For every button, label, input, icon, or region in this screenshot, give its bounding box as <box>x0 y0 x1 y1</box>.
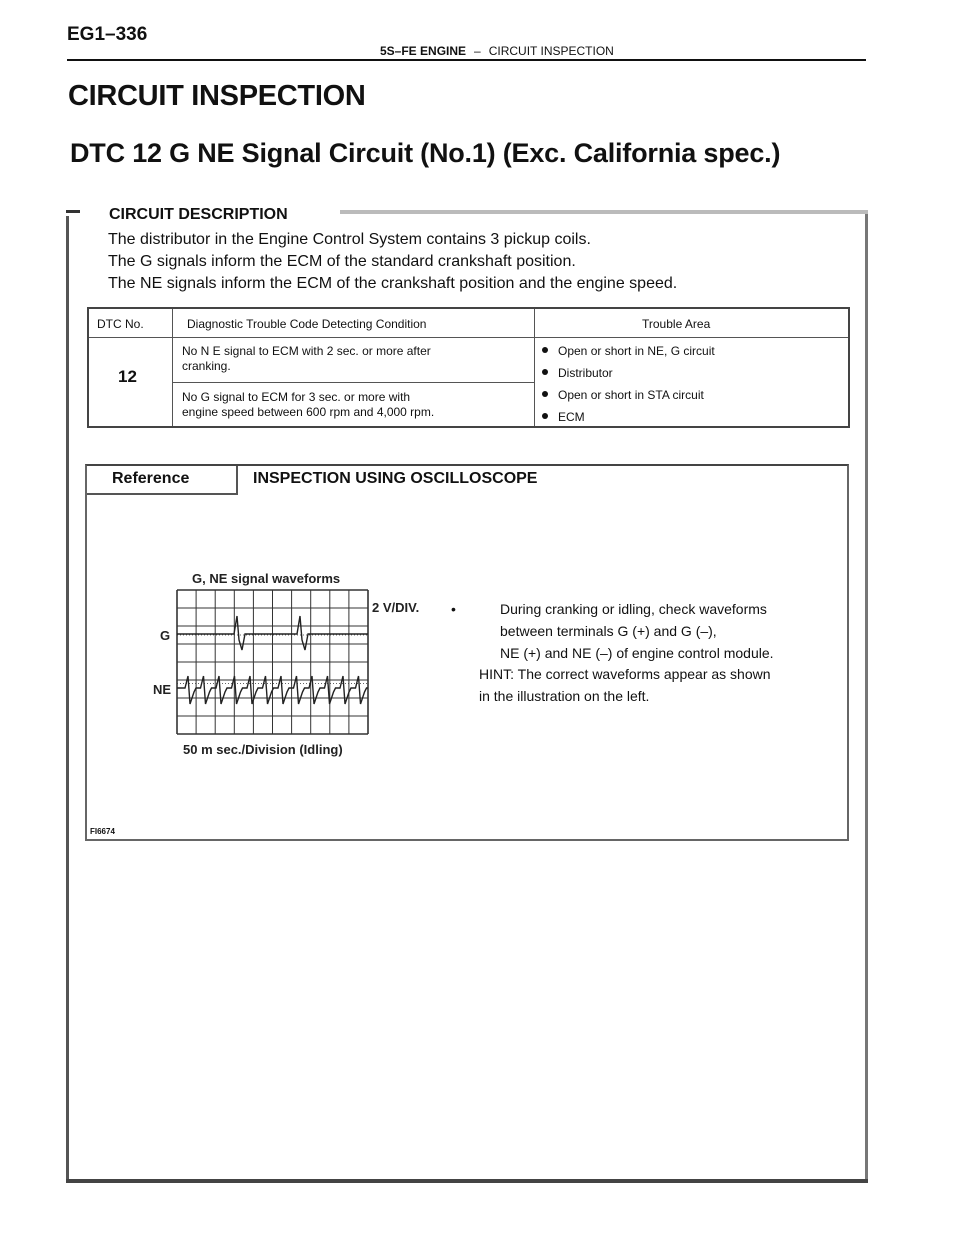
condition-line: No N E signal to ECM with 2 sec. or more after <box>182 344 431 358</box>
circuit-description-heading: CIRCUIT DESCRIPTION <box>109 206 288 223</box>
dtc-number: 12 <box>118 367 137 386</box>
time-base-label: 50 m sec./Division (Idling) <box>183 742 343 757</box>
condition-line: No G signal to ECM for 3 sec. or more with <box>182 390 411 404</box>
hint-line: in the illustration on the left. <box>479 688 650 704</box>
trouble-area-item <box>542 366 613 380</box>
dtc-table <box>87 307 850 428</box>
trouble-area-text: ECM <box>558 410 585 424</box>
description-line: The distributor in the Engine Control System contains 3 pickup coils. <box>108 231 591 248</box>
bullet-icon <box>542 391 548 397</box>
column-header-trouble-area: Trouble Area <box>642 317 711 331</box>
table-row-rule <box>172 382 534 383</box>
trouble-area-text: Open or short in STA circuit <box>558 388 704 402</box>
bullet-icon <box>542 347 548 353</box>
frame-left-border <box>66 216 69 1182</box>
page-number: EG1–336 <box>67 24 148 45</box>
frame-bottom-border <box>66 1179 868 1183</box>
frame-top-border <box>340 210 868 214</box>
trouble-area-item <box>542 388 704 402</box>
condition-text <box>182 390 434 420</box>
trouble-area-item <box>542 410 585 424</box>
instruction-line: between terminals G (+) and G (–), <box>500 623 717 639</box>
instruction-bullet: • <box>451 601 456 617</box>
scale-label: 2 V/DIV. <box>372 600 420 615</box>
reference-label: Reference <box>112 470 190 487</box>
dtc-title: DTC 12 G NE Signal Circuit (No.1) (Exc. California spec.) <box>70 138 781 168</box>
header-rule <box>67 59 866 61</box>
frame-corner <box>66 210 80 213</box>
table-divider <box>172 309 173 426</box>
section-label: CIRCUIT INSPECTION <box>488 44 614 58</box>
header-separator: – <box>474 44 481 58</box>
column-header-dtc-no: DTC No. <box>97 317 144 331</box>
bullet-icon <box>542 369 548 375</box>
figure-id: FI6674 <box>90 827 115 836</box>
instruction-line: NE (+) and NE (–) of engine control module. <box>500 645 774 661</box>
instruction-line: During cranking or idling, check waveforms <box>500 601 767 617</box>
table-divider <box>534 309 535 426</box>
trouble-area-text: Open or short in NE, G circuit <box>558 344 715 358</box>
figure-title: G, NE signal waveforms <box>192 571 341 586</box>
condition-line: engine speed between 600 rpm and 4,000 rpm. <box>182 405 435 419</box>
section-title: CIRCUIT INSPECTION <box>68 80 366 112</box>
description-line: The NE signals inform the ECM of the crankshaft position and the engine speed. <box>108 275 678 292</box>
column-header-condition: Diagnostic Trouble Code Detecting Condition <box>187 317 427 331</box>
trouble-area-item <box>542 344 715 358</box>
trouble-area-text: Distributor <box>558 366 613 380</box>
hint-line: HINT: The correct waveforms appear as shown <box>479 666 771 682</box>
channel-ne-label: NE <box>153 682 172 697</box>
frame-right-border <box>865 214 868 1182</box>
condition-text <box>182 344 431 374</box>
reference-title: INSPECTION USING OSCILLOSCOPE <box>253 470 538 487</box>
scope-grid <box>177 590 368 734</box>
reference-box <box>85 464 849 841</box>
condition-line: cranking. <box>182 359 231 373</box>
channel-g-label: G <box>160 628 171 643</box>
running-header <box>380 44 614 58</box>
chapter-label: 5S–FE ENGINE <box>380 44 467 58</box>
description-line: The G signals inform the ECM of the standard crankshaft position. <box>108 253 576 270</box>
table-header-rule <box>89 337 848 338</box>
bullet-icon <box>542 413 548 419</box>
